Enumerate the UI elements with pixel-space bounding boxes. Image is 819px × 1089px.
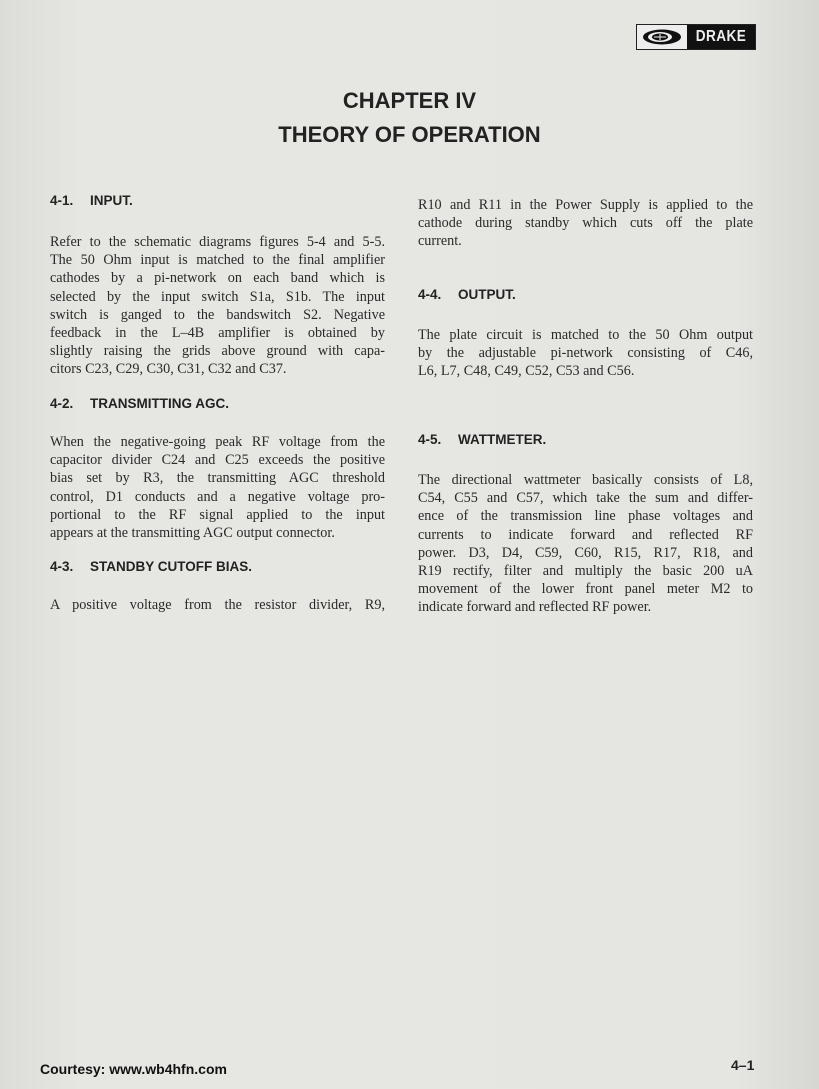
text-line: control, D1 conducts and a negative voltage pro- xyxy=(50,488,385,505)
section-title: OUTPUT. xyxy=(458,287,516,302)
text-line: slightly raising the grids above ground with capa- xyxy=(50,343,385,360)
text-line: When the negative-going peak RF voltage from the xyxy=(50,434,385,450)
text-line: The plate circuit is matched to the 50 Ohm output xyxy=(418,327,753,343)
section-heading-standby-cutoff-bias xyxy=(50,559,252,574)
text-line: appears at the transmitting AGC output connector. xyxy=(50,525,335,542)
text-line: portional to the RF signal applied to the input xyxy=(50,506,385,523)
text-line: citors C23, C29, C30, C31, C32 and C37. xyxy=(50,361,287,378)
logo-wordmark: DRAKE xyxy=(695,28,747,45)
courtesy-footer: Courtesy: www.wb4hfn.com xyxy=(40,1061,227,1077)
section-number: 4-2. xyxy=(50,396,74,411)
text-line: by the adjustable pi-network consisting of C46, xyxy=(418,345,753,362)
paragraph-input xyxy=(50,233,385,379)
text-line: switch is ganged to the bandswitch S2. Negative xyxy=(50,306,385,323)
text-line: R10 and R11 in the Power Supply is applied to the xyxy=(418,197,753,213)
section-title: INPUT. xyxy=(90,193,133,208)
text-line: currents to indicate forward and reflected RF xyxy=(418,526,753,543)
section-number: 4-5. xyxy=(418,432,442,447)
paragraph-wattmeter xyxy=(418,471,753,617)
chapter-title: CHAPTER IV xyxy=(342,88,477,113)
text-line: R19 rectify, filter and multiply the basic 200 uA xyxy=(418,563,753,580)
text-line: selected by the input switch S1a, S1b. The input xyxy=(50,288,385,305)
chapter-subtitle: THEORY OF OPERATION xyxy=(278,122,541,147)
text-line: bias set by R3, the transmitting AGC threshold xyxy=(50,470,385,487)
text-line: current. xyxy=(418,233,462,250)
text-line: The directional wattmeter basically consists of L8, xyxy=(418,472,753,488)
text-line: C54, C55 and C57, which take the sum and differ- xyxy=(418,490,753,507)
text-line: capacitor divider C24 and C25 exceeds the positive xyxy=(50,452,385,469)
text-line: cathode during standby which cuts off the plate xyxy=(418,215,753,232)
section-heading-wattmeter xyxy=(418,432,546,447)
paragraph-transmitting-agc xyxy=(50,433,385,542)
text-line: L6, L7, C48, C49, C52, C53 and C56. xyxy=(418,363,635,380)
text-line: indicate forward and reflected RF power. xyxy=(418,599,652,616)
drake-emblem-icon xyxy=(637,25,687,49)
section-title: WATTMETER. xyxy=(458,432,547,447)
section-title: TRANSMITTING AGC. xyxy=(90,396,229,411)
section-heading-input xyxy=(50,193,133,208)
section-heading-output xyxy=(418,287,516,302)
section-number: 4-1. xyxy=(50,193,74,208)
section-title: STANDBY CUTOFF BIAS. xyxy=(90,559,253,574)
text-line: cathodes by a pi-network on each band which is xyxy=(50,270,385,287)
text-line: The 50 Ohm input is matched to the final amplifier xyxy=(50,252,385,269)
paragraph-standby-cutoff-bias-part1 xyxy=(50,596,385,614)
text-line: A positive voltage from the resistor divider, R9, xyxy=(50,597,385,613)
text-line: feedback in the L–4B amplifier is obtained by xyxy=(50,325,385,342)
section-number: 4-4. xyxy=(418,287,442,302)
section-number: 4-3. xyxy=(50,559,74,574)
page-number: 4–1 xyxy=(731,1057,755,1073)
text-line: Refer to the schematic diagrams figures 5-4 and 5-5. xyxy=(50,234,385,250)
section-heading-transmitting-agc xyxy=(50,396,229,411)
text-line: ence of the transmission line phase voltages and xyxy=(418,508,753,525)
paragraph-output xyxy=(418,326,753,381)
drake-logo xyxy=(636,24,756,50)
text-line: power. D3, D4, C59, C60, R15, R17, R18, and xyxy=(418,544,753,561)
paragraph-standby-cutoff-bias-part2 xyxy=(418,196,753,251)
text-line: movement of the lower front panel meter M2 to xyxy=(418,581,753,598)
